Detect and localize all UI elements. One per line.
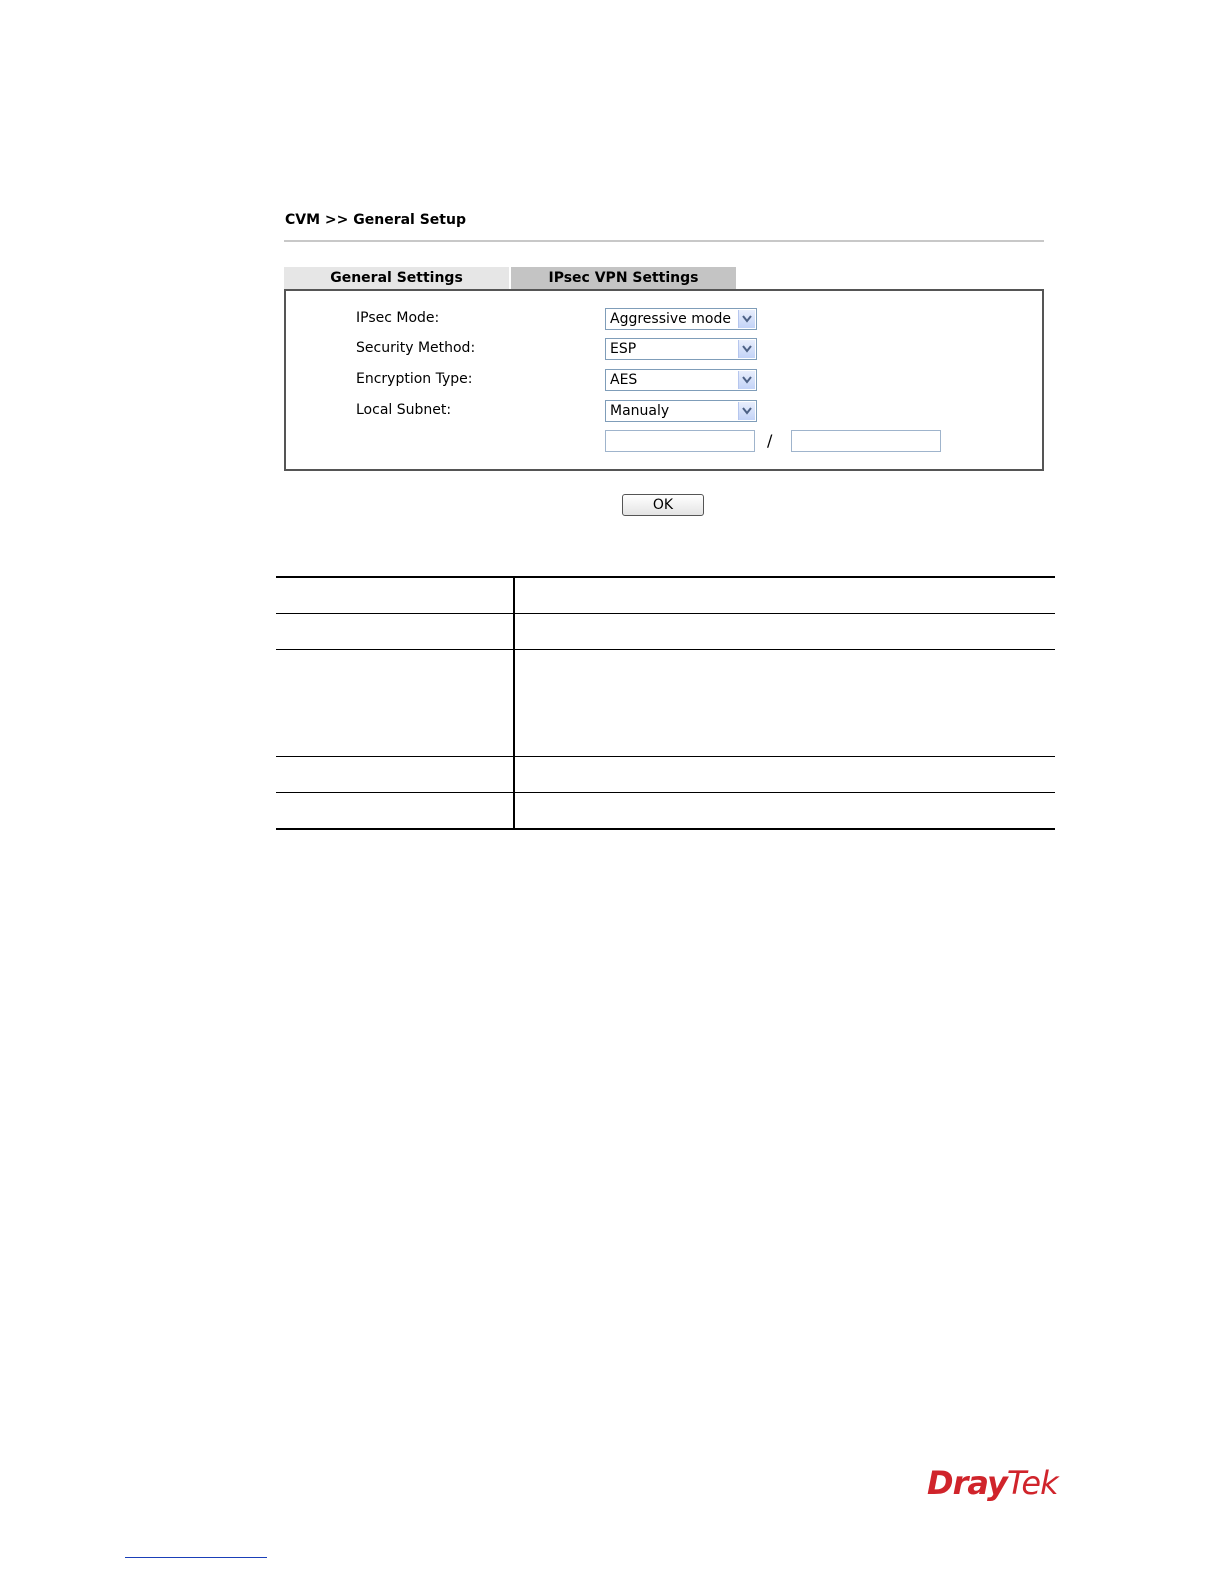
ok-button[interactable]: OK: [622, 494, 704, 516]
tab-general-settings[interactable]: General Settings: [284, 267, 509, 290]
page-title: CVM >> General Setup: [285, 212, 466, 228]
chevron-down-icon[interactable]: [738, 371, 755, 389]
table-rule: [276, 792, 1055, 793]
table-column-divider: [513, 576, 515, 830]
local-subnet-mask-input[interactable]: [791, 430, 941, 452]
table-rule: [276, 613, 1055, 614]
chevron-down-icon[interactable]: [738, 310, 755, 328]
table-rule: [276, 756, 1055, 757]
subnet-separator: /: [767, 431, 773, 450]
title-divider: [284, 240, 1044, 242]
local-subnet-address-row: [356, 430, 1036, 452]
draytek-logo: [927, 1464, 1058, 1502]
footer-link-underline[interactable]: [125, 1557, 267, 1558]
description-table: [276, 576, 1055, 830]
security-method-row: [356, 338, 1036, 360]
tab-ipsec-vpn-settings[interactable]: IPsec VPN Settings: [511, 267, 736, 290]
logo-tek-text: Tek: [1006, 1464, 1058, 1502]
security-method-select[interactable]: [605, 338, 757, 360]
logo-dray-text: Dray: [927, 1464, 1007, 1502]
local-subnet-value: Manualy: [610, 403, 670, 419]
ipsec-settings-panel: [284, 289, 1044, 471]
ipsec-mode-label: IPsec Mode:: [356, 310, 440, 326]
security-method-label: Security Method:: [356, 340, 476, 356]
ipsec-mode-value: Aggressive mode: [610, 311, 731, 327]
local-subnet-select[interactable]: [605, 400, 757, 422]
local-subnet-label: Local Subnet:: [356, 402, 452, 418]
chevron-down-icon[interactable]: [738, 402, 755, 420]
encryption-type-row: [356, 369, 1036, 391]
encryption-type-label: Encryption Type:: [356, 371, 473, 387]
local-subnet-ip-input[interactable]: [605, 430, 755, 452]
encryption-type-value: AES: [610, 372, 638, 388]
ipsec-mode-row: [356, 308, 1036, 330]
table-rule-top: [276, 576, 1055, 578]
encryption-type-select[interactable]: [605, 369, 757, 391]
security-method-value: ESP: [610, 341, 637, 357]
ipsec-mode-select[interactable]: [605, 308, 757, 330]
table-rule-bottom: [276, 828, 1055, 830]
chevron-down-icon[interactable]: [738, 340, 755, 358]
table-rule: [276, 649, 1055, 650]
local-subnet-row: [356, 400, 1036, 422]
